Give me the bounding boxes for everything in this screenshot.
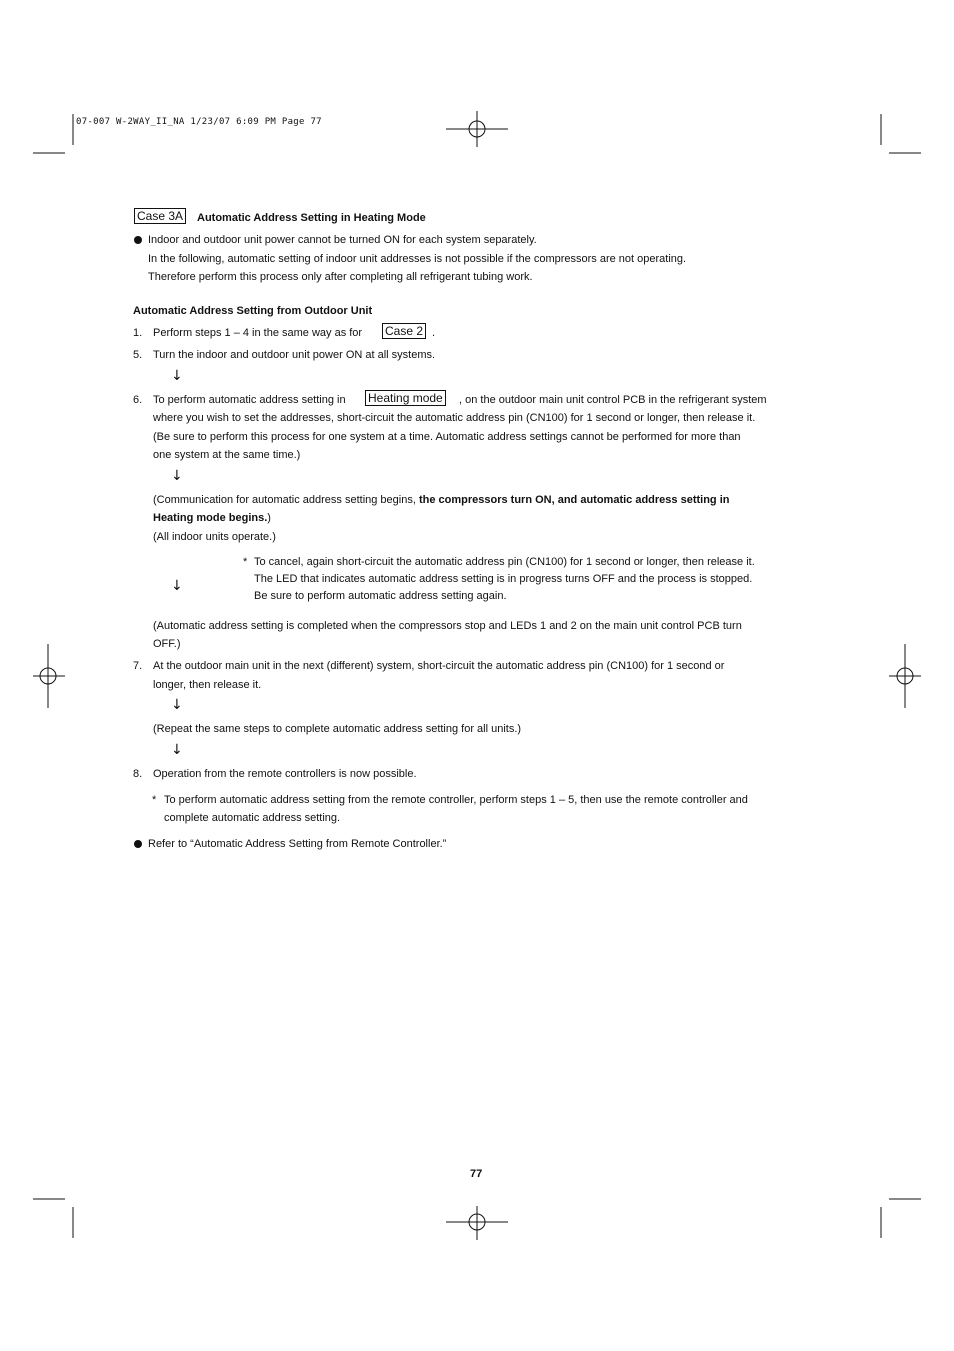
subheading: Automatic Address Setting from Outdoor Unit xyxy=(133,305,373,317)
case-2-label: Case 2 xyxy=(382,323,426,339)
step-1-number: 1. xyxy=(133,327,143,339)
comm-line-1 xyxy=(153,493,729,507)
step-6-pre: To perform automatic address setting in xyxy=(153,394,346,406)
bullet-icon xyxy=(134,236,142,244)
comm-bold-2: Heating mode begins. xyxy=(153,512,268,524)
comm-line-2 xyxy=(153,511,271,525)
heating-mode-label: Heating mode xyxy=(365,390,446,406)
down-arrow-icon: ↓ xyxy=(171,742,183,758)
cancel-note-line-2: The LED that indicates automatic address setting is in progress turns OFF and the process is stopped. xyxy=(254,573,753,585)
complete-line-1: (Automatic address setting is completed when the compressors stop and LEDs 1 and 2 on the main unit control PCB turn xyxy=(153,620,742,632)
section-title: Automatic Address Setting in Heating Mode xyxy=(197,212,426,224)
step-6-line-4: one system at the same time.) xyxy=(153,449,301,461)
case-3a-label: Case 3A xyxy=(134,208,186,224)
step-7-line-1: At the outdoor main unit in the next (different) system, short-circuit the automatic address pin (CN100) for 1 second or xyxy=(153,660,725,672)
comm-bold-1: the compressors turn ON, and automatic address setting in xyxy=(418,494,730,506)
cancel-note-line-3: Be sure to perform automatic address setting again. xyxy=(254,590,507,602)
refer-text: Refer to “Automatic Address Setting from Remote Controller.” xyxy=(148,838,447,850)
step-6-post: , on the outdoor main unit control PCB in the refrigerant system xyxy=(459,394,767,406)
step-7-number: 7. xyxy=(133,660,143,672)
intro-line-1: Indoor and outdoor unit power cannot be turned ON for each system separately. xyxy=(148,234,537,246)
step-6-line-3: (Be sure to perform this process for one system at a time. Automatic address settings cannot be performed for more than xyxy=(153,431,741,443)
cancel-note-line-1: To cancel, again short-circuit the automatic address pin (CN100) for 1 second or longer, then release it. xyxy=(254,556,755,568)
step-7-line-2: longer, then release it. xyxy=(153,679,262,691)
print-slug: 07-007 W-2WAY_II_NA 1/23/07 6:09 PM Page 77 xyxy=(76,117,322,127)
intro-line-2: In the following, automatic setting of indoor unit addresses is not possible if the compressors are not operating. xyxy=(148,253,687,265)
complete-line-2: OFF.) xyxy=(153,638,181,650)
repeat-text: (Repeat the same steps to complete automatic address setting for all units.) xyxy=(153,723,522,735)
remote-note-star: * xyxy=(152,794,157,806)
intro-line-3: Therefore perform this process only after completing all refrigerant tubing work. xyxy=(148,271,533,283)
down-arrow-icon: ↓ xyxy=(171,468,183,484)
step-1-text: Perform steps 1 – 4 in the same way as for xyxy=(153,327,363,339)
step-6-line-2: where you wish to set the addresses, short-circuit the automatic address pin (CN100) for 1 second or longer, then release it. xyxy=(153,412,756,424)
step-5-text: Turn the indoor and outdoor unit power ON at all systems. xyxy=(153,349,436,361)
step-6-number: 6. xyxy=(133,394,143,406)
remote-note-line-1: To perform automatic address setting from the remote controller, perform steps 1 – 5, then use the remote controller and xyxy=(164,794,748,806)
step-8-number: 8. xyxy=(133,768,143,780)
step-5-number: 5. xyxy=(133,349,143,361)
down-arrow-icon: ↓ xyxy=(171,697,183,713)
comm-pre: (Communication for automatic address setting begins, xyxy=(153,494,416,506)
down-arrow-icon: ↓ xyxy=(171,368,183,384)
bullet-icon xyxy=(134,840,142,848)
down-arrow-icon: ↓ xyxy=(171,578,183,594)
comm-close: ) xyxy=(267,512,271,524)
cancel-note-star: * xyxy=(243,556,248,568)
remote-note-line-2: complete automatic address setting. xyxy=(164,812,341,824)
step-1-tail: . xyxy=(432,327,436,339)
page-number: 77 xyxy=(470,1168,483,1180)
step-8-text: Operation from the remote controllers is now possible. xyxy=(153,768,417,780)
comm-line-3: (All indoor units operate.) xyxy=(153,531,276,543)
